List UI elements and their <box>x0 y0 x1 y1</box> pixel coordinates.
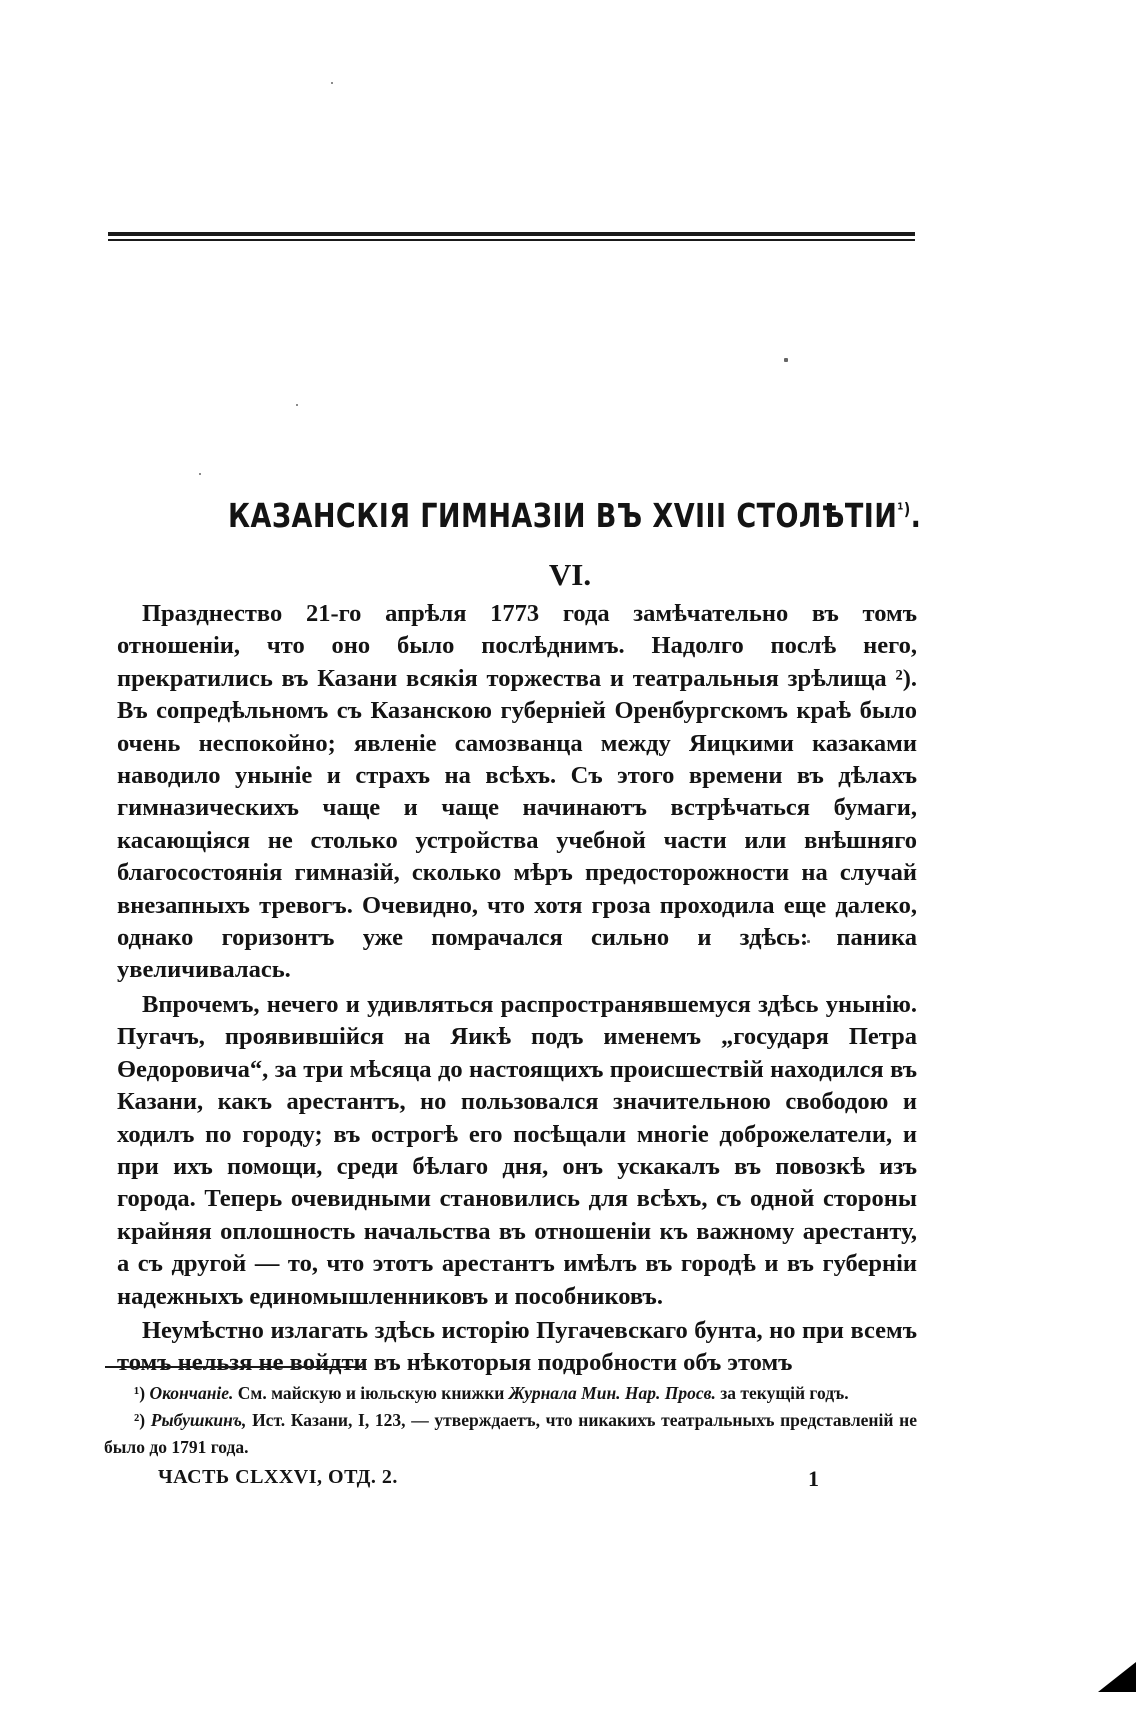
footnote-lead: Рыбушкинъ, <box>150 1410 247 1430</box>
footnote-2 <box>104 1407 917 1461</box>
scan-speck <box>331 82 333 84</box>
printer-signature: ЧАСТЬ CLXXVI, ОТД. 2. <box>158 1466 398 1488</box>
scan-speck <box>296 404 298 406</box>
page-number: 1 <box>808 1466 819 1491</box>
footnote-tail: за текущій годъ. <box>715 1383 849 1403</box>
paragraph: Неумѣстно излагать здѣсь исторію Пугачевскаго бунта, но при всемъ томъ нельзя не войдти въ нѣкоторыя подробности объ этомъ <box>117 1316 917 1377</box>
footnote-mark: ¹) <box>134 1383 146 1403</box>
article-title-note: ¹) <box>897 500 911 520</box>
footnote-lead: Окончаніе. <box>149 1383 234 1403</box>
paragraph: Впрочемъ, нечего и удивляться распространявшемуся здѣсь унынію. Пугачъ, проявившійся на Яикѣ подъ именемъ „государя Петра Өедоровича“, за три мѣсяца до настоящихъ происшествій находился въ Казани, какъ арестантъ, но пользовался значительною свободою и ходилъ по городу; въ острогѣ его посѣщали многіе доброжелатели, и при ихъ помощи, среди бѣлаго дня, онъ ускакалъ въ повозкѣ изъ города. Теперь очевидными становились для всѣхъ, съ одной стороны крайняя оплошность начальства въ отношеніи къ важному арестанту, а съ другой — то, что этотъ арестантъ имѣлъ въ городѣ и въ губерніи надежныхъ единомышленниковъ и пособниковъ. <box>117 990 917 1310</box>
article-title: КАЗАНСКІЯ ГИМНАЗІИ ВЪ XVIII $СТОЛѢТІИ^{^1)}$. <box>228 496 922 535</box>
footnote-source: Журнала Мин. Нар. Просв. <box>508 1383 716 1403</box>
paragraph: Празднество 21-го апрѣля 1773 года замѣчательно въ томъ отношеніи, что оно было послѣднимъ. Надолго послѣ него, прекратились въ Казани всякія торжества и театральныя зрѣлища ²). Въ сопредѣльномъ съ Казанскою губерніей Оренбургскомъ краѣ было очень неспокойно; явленіе самозванца между Яицкими казаками наводило уныніе и страхъ на всѣхъ. Съ этого времени въ дѣлахъ гимназическихъ чаще и чаще начинаютъ встрѣчаться бумаги, касающіяся не столько устройства учебной части или внѣшняго благосостоянія гимназій, сколько мѣръ предосторожности на случай внезапныхъ тревогъ. Очевидно, что хотя гроза проходила еще далеко, однако горизонтъ уже помрачался сильно и здѣсь: паника увеличивалась. <box>117 600 917 984</box>
scan-speck <box>199 473 201 475</box>
scan-corner-mark <box>1098 1662 1136 1692</box>
header-double-rule <box>108 232 915 236</box>
footnote-text: Ист. Казани, I, 123, — утверждаетъ, что никакихъ театральныхъ представленій не было до 1791 года. <box>104 1410 918 1457</box>
section-number: VI. <box>548 557 592 592</box>
article-title-text: КАЗАНСКІЯ ГИМНАЗІИ ВЪ XVIII СТОЛѢТІИ <box>228 496 898 535</box>
scan-speck <box>784 358 788 362</box>
footnote-mark: ²) <box>134 1410 146 1430</box>
footnotes <box>104 1380 917 1461</box>
footnote-1 <box>104 1380 917 1407</box>
footnote-separator <box>105 1366 362 1368</box>
footnote-text: См. майскую и іюльскую книжки <box>233 1383 509 1403</box>
article-body <box>117 598 917 1380</box>
